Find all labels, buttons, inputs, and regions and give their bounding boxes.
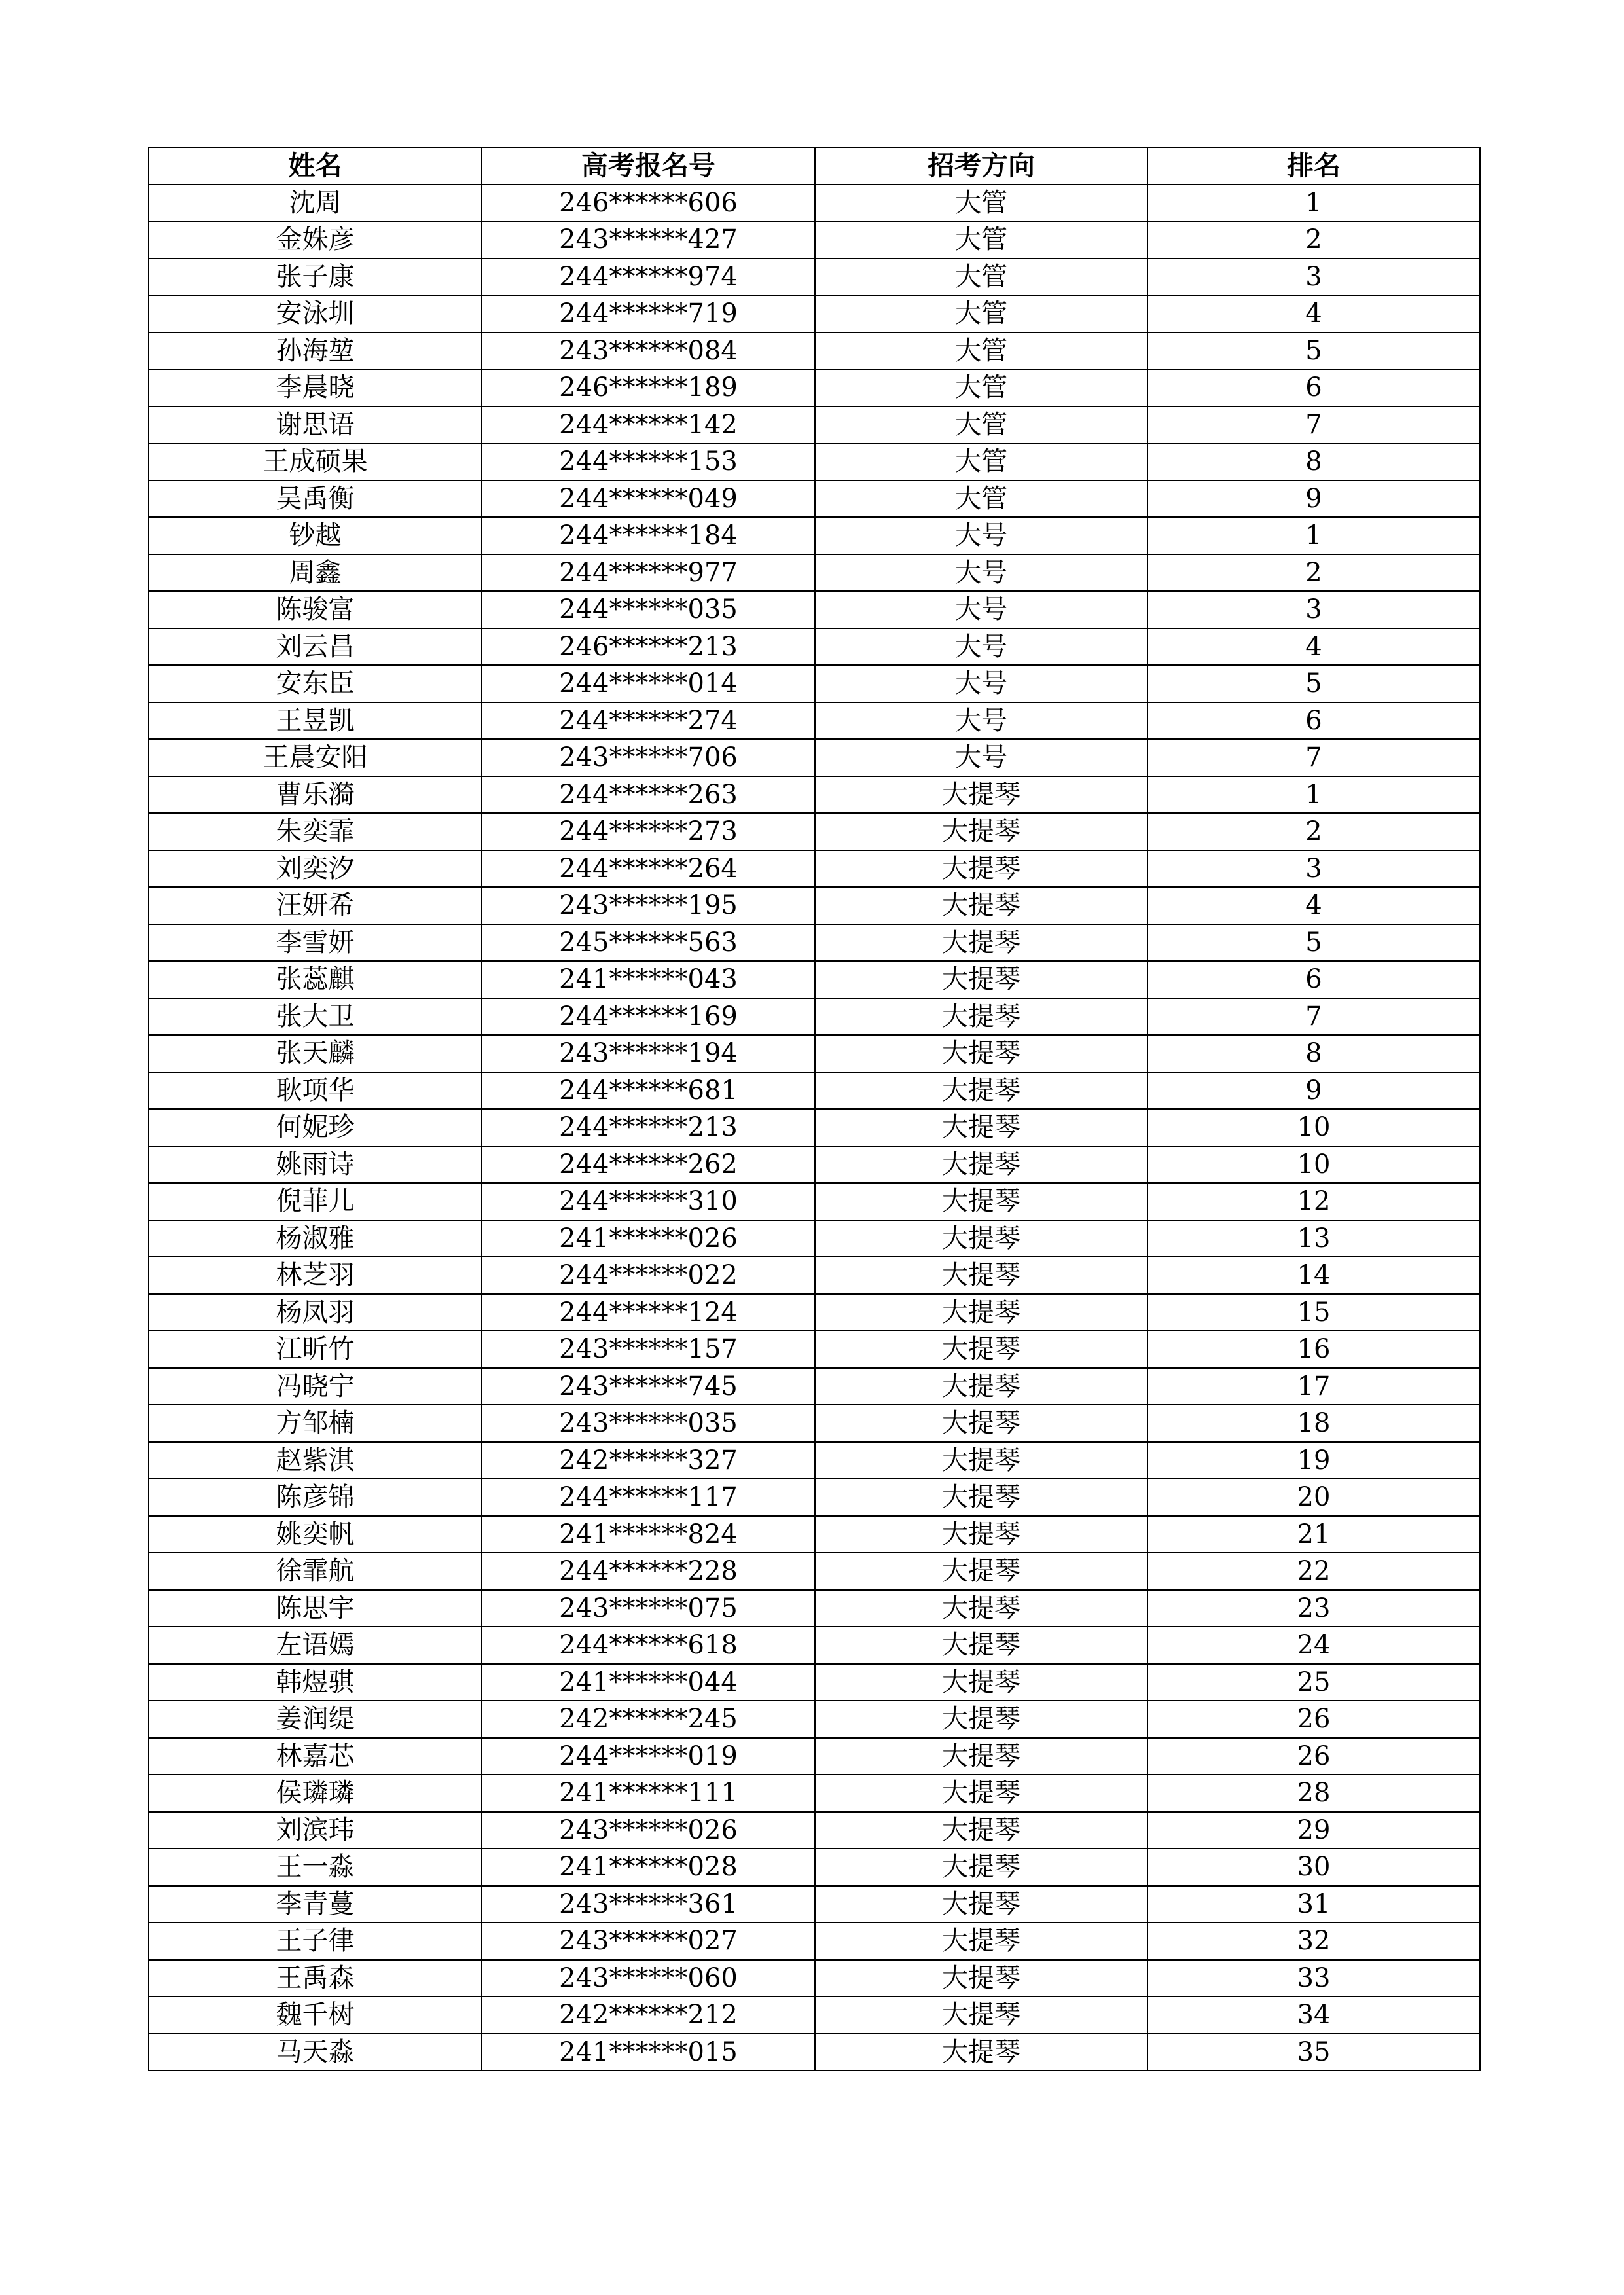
cell-direction: 大提琴 [815, 2034, 1147, 2071]
cell-name: 曹乐漪 [149, 776, 482, 814]
cell-exam-number: 244******117 [482, 1479, 815, 1516]
cell-direction: 大提琴 [815, 1220, 1147, 1257]
cell-direction: 大提琴 [815, 1960, 1147, 1997]
table-row [149, 1035, 1480, 1072]
cell-name: 李雪妍 [149, 924, 482, 962]
cell-exam-number: 244******124 [482, 1294, 815, 1331]
table-row [149, 1738, 1480, 1775]
cell-name: 姚奕帆 [149, 1516, 482, 1553]
cell-direction: 大号 [815, 554, 1147, 592]
cell-rank: 6 [1147, 369, 1480, 407]
cell-exam-number: 244******184 [482, 517, 815, 554]
cell-rank: 25 [1147, 1664, 1480, 1701]
cell-name: 王晨安阳 [149, 739, 482, 776]
cell-rank: 32 [1147, 1923, 1480, 1960]
cell-rank: 29 [1147, 1812, 1480, 1849]
cell-name: 杨淑雅 [149, 1220, 482, 1257]
cell-name: 耿项华 [149, 1072, 482, 1110]
table-row [149, 517, 1480, 554]
cell-rank: 8 [1147, 1035, 1480, 1072]
cell-exam-number: 244******263 [482, 776, 815, 814]
cell-name: 汪妍希 [149, 887, 482, 924]
cell-exam-number: 244******310 [482, 1183, 815, 1220]
table-row [149, 1849, 1480, 1886]
table-row [149, 887, 1480, 924]
cell-exam-number: 244******213 [482, 1109, 815, 1146]
cell-rank: 4 [1147, 628, 1480, 666]
cell-direction: 大管 [815, 407, 1147, 444]
cell-exam-number: 244******719 [482, 295, 815, 333]
table-row [149, 1960, 1480, 1997]
table-row [149, 2034, 1480, 2071]
cell-name: 左语嫣 [149, 1627, 482, 1664]
cell-rank: 5 [1147, 665, 1480, 702]
table-row [149, 591, 1480, 628]
cell-exam-number: 244******274 [482, 702, 815, 740]
cell-name: 陈思宇 [149, 1590, 482, 1627]
cell-exam-number: 243******084 [482, 333, 815, 370]
cell-rank: 22 [1147, 1553, 1480, 1590]
table-row [149, 259, 1480, 296]
table-row [149, 1997, 1480, 2034]
cell-exam-number: 244******035 [482, 591, 815, 628]
table-row [149, 1479, 1480, 1516]
cell-direction: 大提琴 [815, 1627, 1147, 1664]
cell-rank: 9 [1147, 480, 1480, 518]
cell-exam-number: 244******264 [482, 850, 815, 888]
header-direction: 招考方向 [815, 147, 1147, 185]
table-row [149, 1516, 1480, 1553]
cell-name: 朱奕霏 [149, 813, 482, 850]
cell-exam-number: 243******195 [482, 887, 815, 924]
table-row [149, 443, 1480, 480]
cell-direction: 大提琴 [815, 813, 1147, 850]
cell-exam-number: 244******974 [482, 259, 815, 296]
ranking-table [148, 147, 1481, 2071]
cell-rank: 9 [1147, 1072, 1480, 1110]
cell-direction: 大管 [815, 185, 1147, 222]
cell-name: 徐霏航 [149, 1553, 482, 1590]
cell-direction: 大提琴 [815, 1738, 1147, 1775]
table-row [149, 813, 1480, 850]
cell-exam-number: 244******019 [482, 1738, 815, 1775]
cell-direction: 大提琴 [815, 1331, 1147, 1368]
cell-direction: 大提琴 [815, 887, 1147, 924]
cell-exam-number: 242******245 [482, 1701, 815, 1738]
cell-direction: 大提琴 [815, 1442, 1147, 1479]
table-row [149, 1701, 1480, 1738]
table-row [149, 1072, 1480, 1110]
cell-rank: 7 [1147, 998, 1480, 1036]
table-row [149, 1442, 1480, 1479]
cell-exam-number: 241******824 [482, 1516, 815, 1553]
cell-direction: 大提琴 [815, 1183, 1147, 1220]
table-row [149, 961, 1480, 998]
table-row [149, 1405, 1480, 1442]
cell-rank: 2 [1147, 813, 1480, 850]
cell-name: 陈骏富 [149, 591, 482, 628]
cell-rank: 17 [1147, 1368, 1480, 1405]
cell-exam-number: 246******189 [482, 369, 815, 407]
table-row [149, 295, 1480, 333]
table-row [149, 924, 1480, 962]
cell-direction: 大提琴 [815, 1812, 1147, 1849]
cell-exam-number: 244******169 [482, 998, 815, 1036]
table-row [149, 1368, 1480, 1405]
cell-rank: 1 [1147, 517, 1480, 554]
cell-exam-number: 244******273 [482, 813, 815, 850]
cell-name: 安泳圳 [149, 295, 482, 333]
cell-rank: 4 [1147, 887, 1480, 924]
cell-direction: 大号 [815, 628, 1147, 666]
cell-rank: 1 [1147, 776, 1480, 814]
cell-name: 姜润缇 [149, 1701, 482, 1738]
cell-name: 李青蔓 [149, 1886, 482, 1923]
cell-rank: 28 [1147, 1775, 1480, 1812]
cell-exam-number: 241******111 [482, 1775, 815, 1812]
cell-name: 江昕竹 [149, 1331, 482, 1368]
cell-name: 谢思语 [149, 407, 482, 444]
cell-direction: 大提琴 [815, 1553, 1147, 1590]
cell-name: 李晨晓 [149, 369, 482, 407]
cell-name: 姚雨诗 [149, 1146, 482, 1184]
cell-rank: 7 [1147, 739, 1480, 776]
cell-exam-number: 243******194 [482, 1035, 815, 1072]
cell-direction: 大提琴 [815, 1294, 1147, 1331]
cell-exam-number: 243******035 [482, 1405, 815, 1442]
cell-direction: 大提琴 [815, 1035, 1147, 1072]
cell-name: 张大卫 [149, 998, 482, 1036]
cell-rank: 19 [1147, 1442, 1480, 1479]
cell-exam-number: 242******327 [482, 1442, 815, 1479]
cell-name: 冯晓宁 [149, 1368, 482, 1405]
table-row [149, 1331, 1480, 1368]
cell-name: 吴禹衡 [149, 480, 482, 518]
cell-direction: 大管 [815, 369, 1147, 407]
cell-name: 张蕊麒 [149, 961, 482, 998]
cell-rank: 3 [1147, 591, 1480, 628]
cell-rank: 21 [1147, 1516, 1480, 1553]
cell-direction: 大管 [815, 480, 1147, 518]
cell-rank: 3 [1147, 850, 1480, 888]
cell-name: 王成硕果 [149, 443, 482, 480]
cell-exam-number: 241******026 [482, 1220, 815, 1257]
cell-name: 钞越 [149, 517, 482, 554]
table-row [149, 333, 1480, 370]
cell-name: 何妮珍 [149, 1109, 482, 1146]
table-row [149, 1220, 1480, 1257]
table-row [149, 480, 1480, 518]
cell-rank: 26 [1147, 1701, 1480, 1738]
table-row [149, 1109, 1480, 1146]
cell-name: 林嘉芯 [149, 1738, 482, 1775]
cell-exam-number: 243******157 [482, 1331, 815, 1368]
header-exam-number: 高考报名号 [482, 147, 815, 185]
cell-name: 侯璘璘 [149, 1775, 482, 1812]
cell-exam-number: 243******027 [482, 1923, 815, 1960]
cell-exam-number: 243******026 [482, 1812, 815, 1849]
table-row [149, 1183, 1480, 1220]
cell-direction: 大提琴 [815, 1923, 1147, 1960]
cell-direction: 大提琴 [815, 1479, 1147, 1516]
cell-name: 陈彦锦 [149, 1479, 482, 1516]
cell-name: 王一淼 [149, 1849, 482, 1886]
cell-rank: 5 [1147, 333, 1480, 370]
cell-rank: 10 [1147, 1109, 1480, 1146]
cell-direction: 大提琴 [815, 1997, 1147, 2034]
cell-direction: 大提琴 [815, 961, 1147, 998]
table-row [149, 1923, 1480, 1960]
cell-rank: 35 [1147, 2034, 1480, 2071]
cell-rank: 7 [1147, 407, 1480, 444]
header-rank: 排名 [1147, 147, 1480, 185]
cell-exam-number: 244******681 [482, 1072, 815, 1110]
table-row [149, 1775, 1480, 1812]
table-row [149, 739, 1480, 776]
cell-exam-number: 243******361 [482, 1886, 815, 1923]
cell-name: 杨凤羽 [149, 1294, 482, 1331]
cell-direction: 大号 [815, 702, 1147, 740]
cell-name: 安东臣 [149, 665, 482, 702]
cell-name: 金姝彦 [149, 221, 482, 259]
cell-rank: 6 [1147, 961, 1480, 998]
cell-exam-number: 244******153 [482, 443, 815, 480]
cell-direction: 大提琴 [815, 1109, 1147, 1146]
table-row [149, 1553, 1480, 1590]
cell-exam-number: 241******044 [482, 1664, 815, 1701]
cell-rank: 26 [1147, 1738, 1480, 1775]
table-row [149, 998, 1480, 1036]
table-row [149, 554, 1480, 592]
cell-direction: 大提琴 [815, 1146, 1147, 1184]
cell-direction: 大提琴 [815, 924, 1147, 962]
table-row [149, 221, 1480, 259]
cell-name: 沈周 [149, 185, 482, 222]
cell-name: 刘奕汐 [149, 850, 482, 888]
cell-direction: 大号 [815, 739, 1147, 776]
cell-rank: 16 [1147, 1331, 1480, 1368]
cell-direction: 大管 [815, 259, 1147, 296]
table-row [149, 407, 1480, 444]
cell-exam-number: 241******043 [482, 961, 815, 998]
table-row [149, 1886, 1480, 1923]
cell-exam-number: 241******028 [482, 1849, 815, 1886]
cell-name: 王禹森 [149, 1960, 482, 1997]
cell-direction: 大提琴 [815, 1368, 1147, 1405]
cell-direction: 大提琴 [815, 1664, 1147, 1701]
cell-direction: 大提琴 [815, 1072, 1147, 1110]
cell-name: 张天麟 [149, 1035, 482, 1072]
cell-name: 马天淼 [149, 2034, 482, 2071]
cell-direction: 大提琴 [815, 998, 1147, 1036]
cell-rank: 4 [1147, 295, 1480, 333]
cell-name: 倪菲儿 [149, 1183, 482, 1220]
cell-rank: 5 [1147, 924, 1480, 962]
cell-exam-number: 243******427 [482, 221, 815, 259]
table-row [149, 776, 1480, 814]
table-row [149, 1146, 1480, 1184]
cell-direction: 大提琴 [815, 1590, 1147, 1627]
header-name: 姓名 [149, 147, 482, 185]
table-body [149, 185, 1480, 2071]
cell-exam-number: 246******213 [482, 628, 815, 666]
cell-direction: 大提琴 [815, 1775, 1147, 1812]
cell-rank: 15 [1147, 1294, 1480, 1331]
cell-exam-number: 244******977 [482, 554, 815, 592]
cell-name: 孙海堃 [149, 333, 482, 370]
cell-direction: 大提琴 [815, 1257, 1147, 1294]
cell-rank: 8 [1147, 443, 1480, 480]
cell-exam-number: 243******706 [482, 739, 815, 776]
cell-name: 刘云昌 [149, 628, 482, 666]
cell-direction: 大提琴 [815, 1849, 1147, 1886]
cell-exam-number: 241******015 [482, 2034, 815, 2071]
cell-exam-number: 244******014 [482, 665, 815, 702]
cell-rank: 10 [1147, 1146, 1480, 1184]
cell-name: 赵紫淇 [149, 1442, 482, 1479]
table-row [149, 369, 1480, 407]
cell-name: 林芝羽 [149, 1257, 482, 1294]
table-row [149, 1294, 1480, 1331]
cell-direction: 大提琴 [815, 1701, 1147, 1738]
cell-rank: 24 [1147, 1627, 1480, 1664]
cell-exam-number: 245******563 [482, 924, 815, 962]
cell-exam-number: 242******212 [482, 1997, 815, 2034]
cell-name: 刘滨玮 [149, 1812, 482, 1849]
cell-rank: 2 [1147, 221, 1480, 259]
cell-rank: 20 [1147, 1479, 1480, 1516]
cell-direction: 大提琴 [815, 1516, 1147, 1553]
cell-exam-number: 244******618 [482, 1627, 815, 1664]
cell-direction: 大号 [815, 517, 1147, 554]
table-row [149, 628, 1480, 666]
cell-rank: 14 [1147, 1257, 1480, 1294]
table-row [149, 1590, 1480, 1627]
cell-exam-number: 244******022 [482, 1257, 815, 1294]
cell-direction: 大管 [815, 333, 1147, 370]
cell-direction: 大管 [815, 443, 1147, 480]
cell-name: 王昱凯 [149, 702, 482, 740]
table-row [149, 850, 1480, 888]
cell-exam-number: 244******049 [482, 480, 815, 518]
table-row [149, 665, 1480, 702]
cell-rank: 13 [1147, 1220, 1480, 1257]
cell-name: 魏千树 [149, 1997, 482, 2034]
cell-name: 方邹楠 [149, 1405, 482, 1442]
table-row [149, 1627, 1480, 1664]
cell-rank: 3 [1147, 259, 1480, 296]
table-row [149, 1664, 1480, 1701]
cell-direction: 大号 [815, 591, 1147, 628]
cell-exam-number: 243******745 [482, 1368, 815, 1405]
table-row [149, 1812, 1480, 1849]
cell-direction: 大管 [815, 295, 1147, 333]
cell-rank: 12 [1147, 1183, 1480, 1220]
cell-direction: 大提琴 [815, 776, 1147, 814]
cell-exam-number: 244******142 [482, 407, 815, 444]
header-row [149, 147, 1480, 185]
cell-name: 周鑫 [149, 554, 482, 592]
cell-exam-number: 243******075 [482, 1590, 815, 1627]
cell-rank: 6 [1147, 702, 1480, 740]
cell-rank: 30 [1147, 1849, 1480, 1886]
cell-exam-number: 244******228 [482, 1553, 815, 1590]
table-row [149, 1257, 1480, 1294]
cell-direction: 大提琴 [815, 850, 1147, 888]
cell-exam-number: 244******262 [482, 1146, 815, 1184]
table-row [149, 185, 1480, 222]
cell-name: 张子康 [149, 259, 482, 296]
cell-rank: 1 [1147, 185, 1480, 222]
cell-rank: 31 [1147, 1886, 1480, 1923]
cell-rank: 23 [1147, 1590, 1480, 1627]
table-row [149, 702, 1480, 740]
cell-exam-number: 246******606 [482, 185, 815, 222]
cell-name: 韩煜骐 [149, 1664, 482, 1701]
cell-direction: 大管 [815, 221, 1147, 259]
cell-rank: 33 [1147, 1960, 1480, 1997]
cell-rank: 34 [1147, 1997, 1480, 2034]
cell-direction: 大提琴 [815, 1886, 1147, 1923]
cell-direction: 大号 [815, 665, 1147, 702]
cell-rank: 18 [1147, 1405, 1480, 1442]
cell-rank: 2 [1147, 554, 1480, 592]
cell-exam-number: 243******060 [482, 1960, 815, 1997]
cell-direction: 大提琴 [815, 1405, 1147, 1442]
cell-name: 王子律 [149, 1923, 482, 1960]
